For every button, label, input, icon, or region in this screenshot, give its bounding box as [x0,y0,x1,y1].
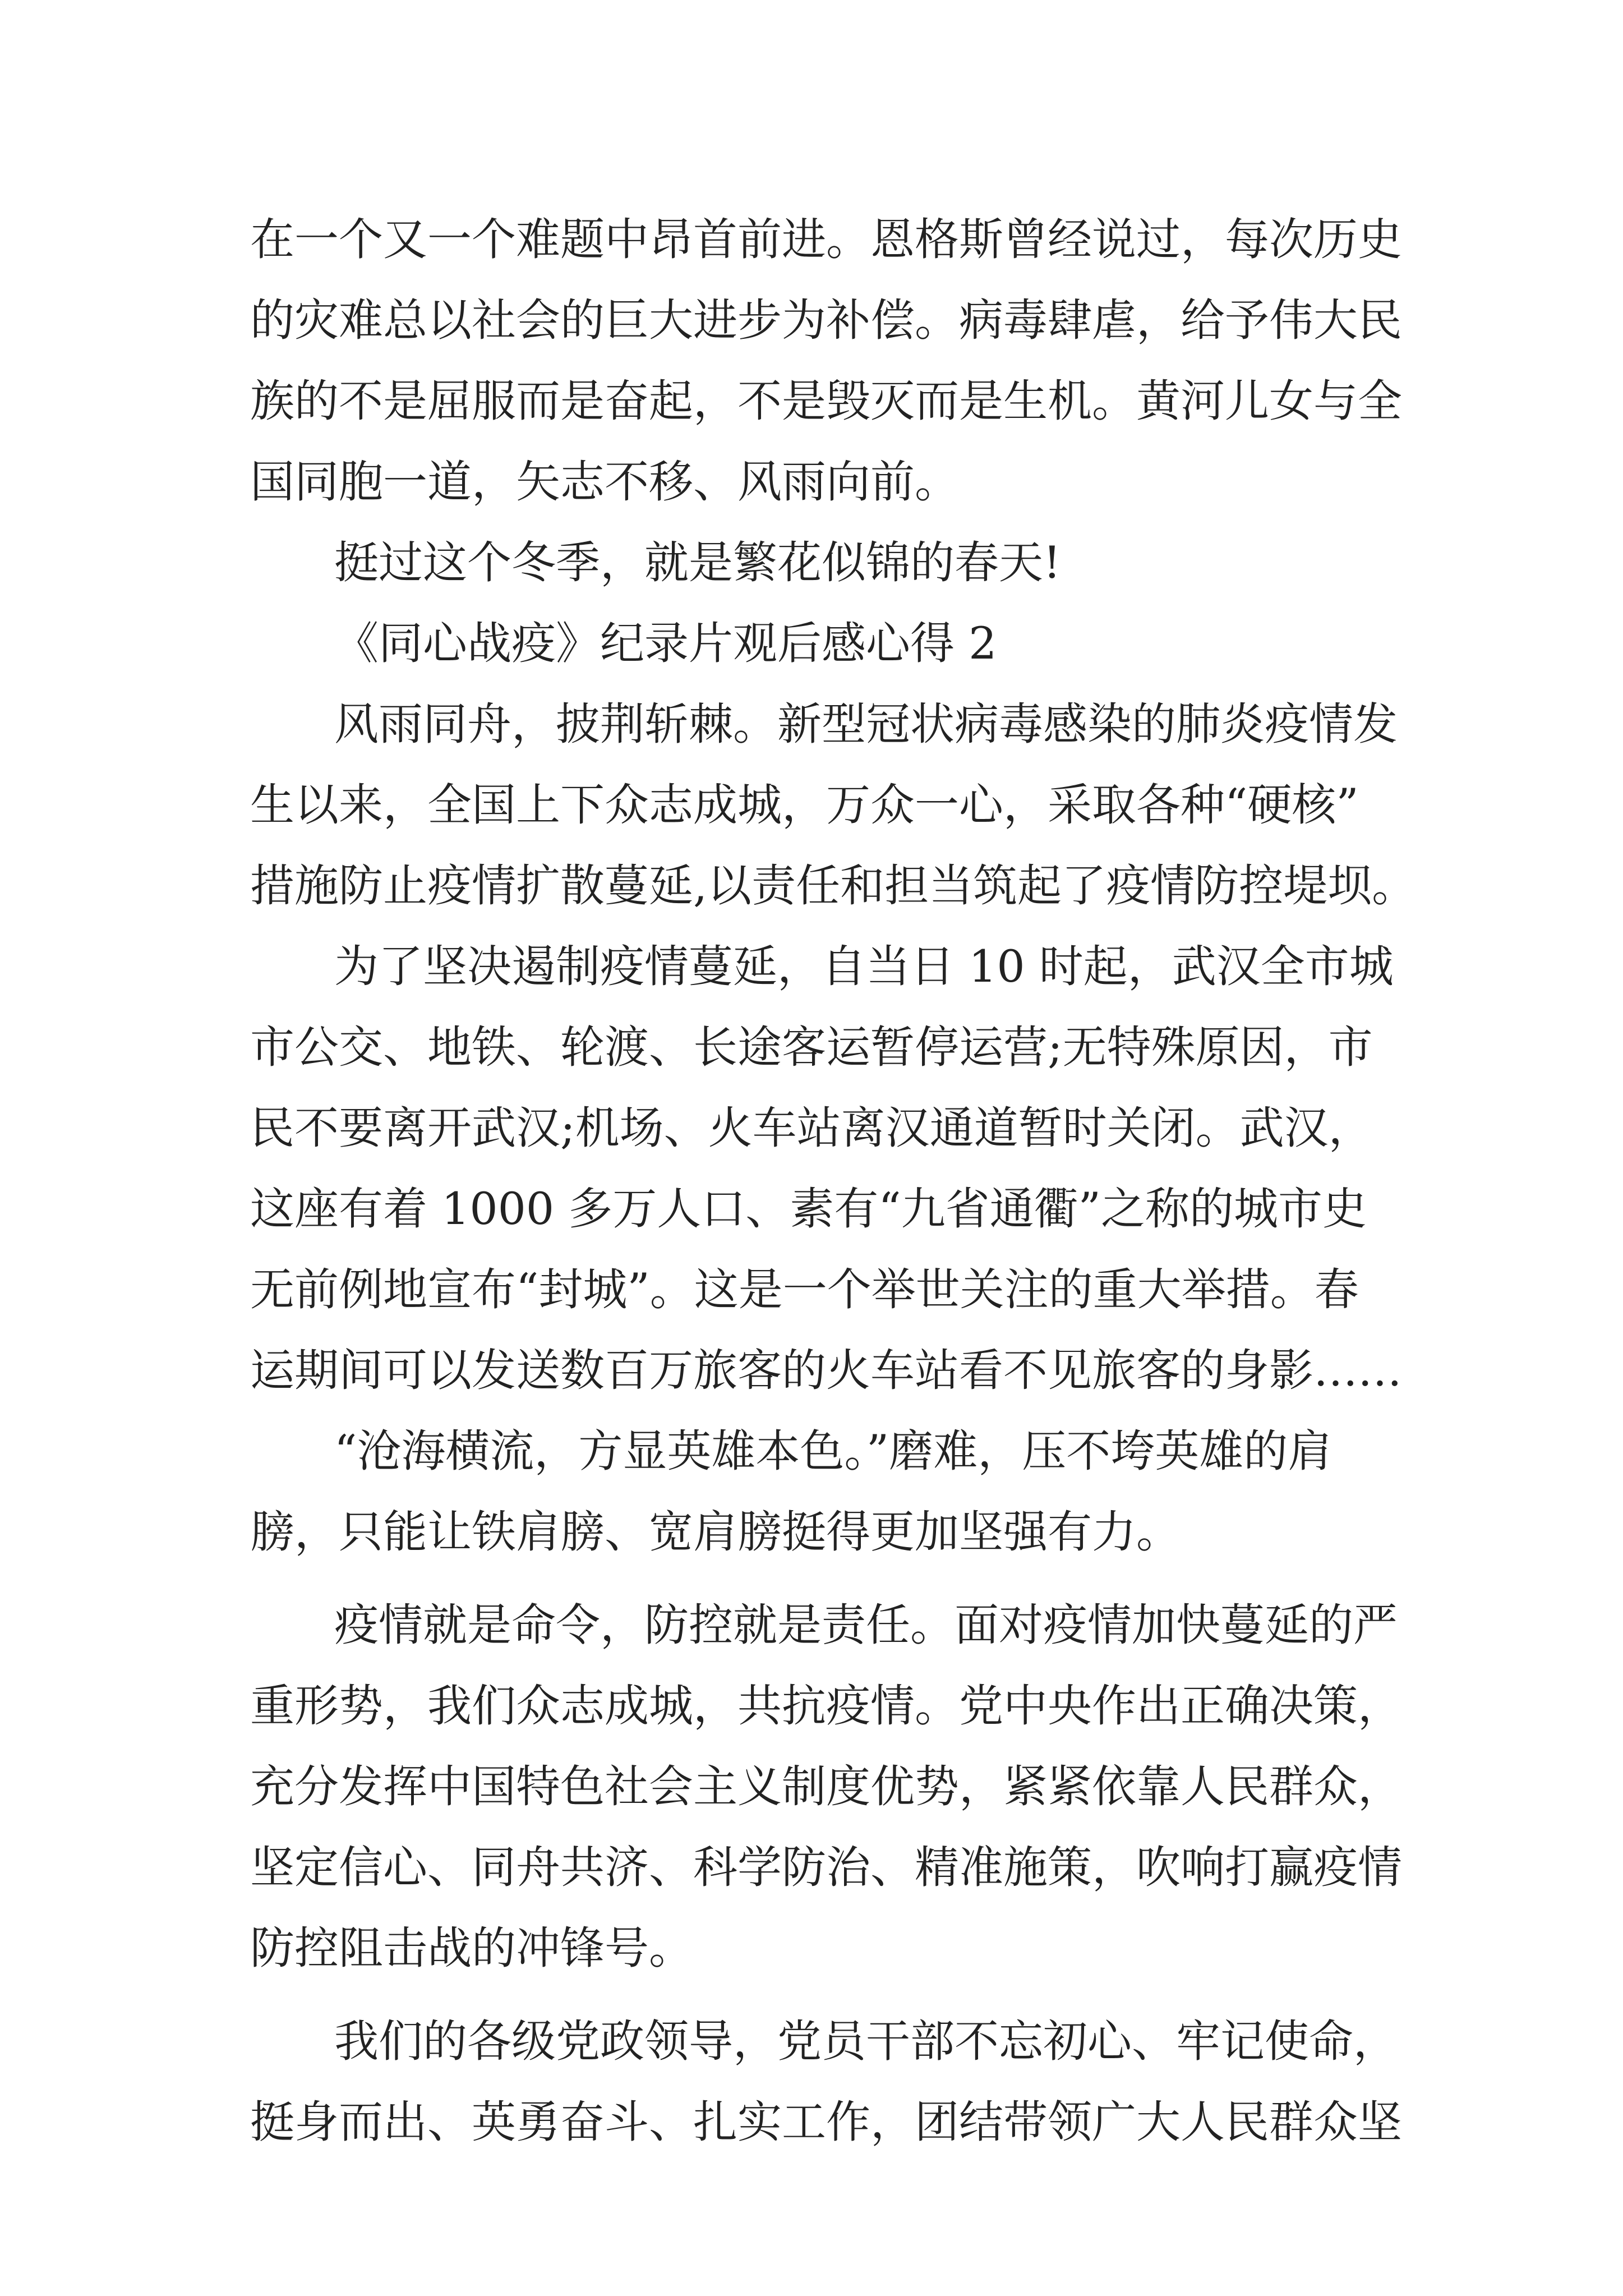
text-line: “沧海横流，方显英雄本色。”磨难，压不垮英雄的肩 [334,1425,1332,1477]
text-line: 重形势，我们众志成城，共抗疫情。党中央作出正确决策， [250,1680,1402,1732]
text-line: 的灾难总以社会的巨大进步为补偿。病毒肆虐，给予伟大民 [250,295,1402,346]
text-line: 这座有着 1000 多万人口、素有“九省通衢”之称的城市史 [250,1183,1367,1235]
text-line: 生以来，全国上下众志成城，万众一心，采取各种“硬核” [250,779,1359,831]
text-line: 族的不是屈服而是奋起，不是毁灭而是生机。黄河儿女与全 [250,375,1402,427]
text-line: 无前例地宣布“封城”。这是一个举世关注的重大举措。春 [250,1264,1359,1315]
text-line: 疫情就是命令，防控就是责任。面对疫情加快蔓延的严 [334,1599,1398,1651]
text-line: 挺身而出、英勇奋斗、扎实工作，团结带领广大人民群众坚 [250,2096,1402,2148]
paragraph-5 [250,1411,1377,1572]
text-line: 膀，只能让铁肩膀、宽肩膀挺得更加坚强有力。 [250,1506,1181,1558]
paragraph-1 [250,199,1402,522]
paragraph-spacing [250,1572,1377,1585]
text-line: 措施防止疫情扩散蔓延,以责任和担当筑起了疫情防控堤坝。 [250,860,1417,912]
paragraph-2 [250,522,1377,603]
paragraph-4 [250,926,1402,1411]
text-line: 风雨同舟，披荆斩棘。新型冠状病毒感染的肺炎疫情发 [334,698,1398,750]
text-line: 为了坚决遏制疫情蔓延，自当日 10 时起，武汉全市城 [334,941,1394,992]
text-line: 在一个又一个难题中昂首前进。恩格斯曾经说过，每次历史 [250,214,1402,265]
text-line: 防控阻击战的冲锋号。 [250,1922,693,1974]
heading-line: 《同心战疫》纪录片观后感心得 2 [334,618,997,669]
section-heading [250,603,1377,684]
text-line: 充分发挥中国特色社会主义制度优势，紧紧依靠人民群众， [250,1761,1402,1812]
paragraph-7 [250,2001,1402,2162]
text-line: 民不要离开武汉;机场、火车站离汉通道暂时关闭。武汉， [250,1102,1373,1154]
document-body [250,199,1417,2162]
text-line: 坚定信心、同舟共济、科学防治、精准施策，吹响打赢疫情 [250,1842,1402,1893]
text-line: 运期间可以发送数百万旅客的火车站看不见旅客的身影…… [250,1345,1402,1396]
paragraph-3 [250,684,1417,926]
text-line: 市公交、地铁、轮渡、长途客运暂停运营;无特殊原因，市 [250,1022,1373,1073]
text-line: 挺过这个冬季，就是繁花似锦的春天! [334,537,1061,588]
paragraph-spacing [250,1989,1377,2001]
paragraph-6 [250,1585,1402,1989]
text-line: 我们的各级党政领导，党员干部不忘初心、牢记使命， [334,2016,1398,2067]
text-line: 国同胞一道，矢志不移、风雨向前。 [250,456,959,508]
